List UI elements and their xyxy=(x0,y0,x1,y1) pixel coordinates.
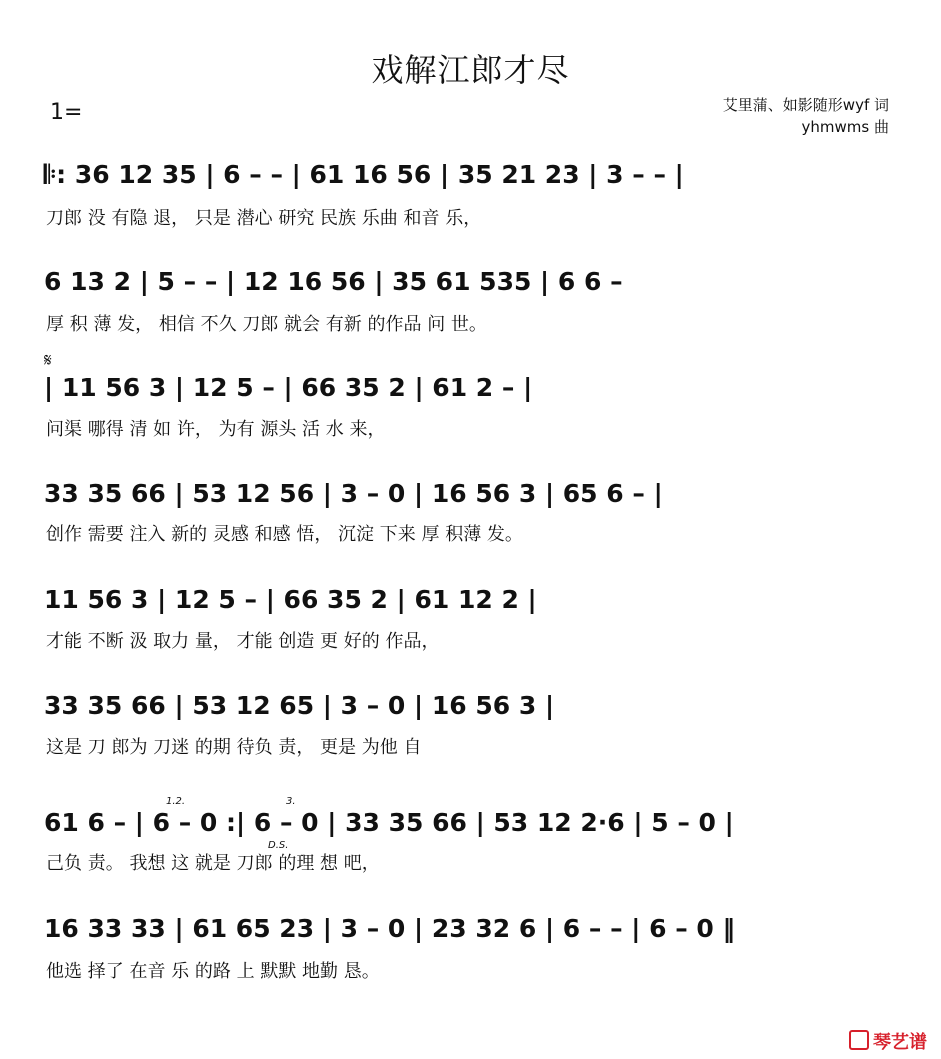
notation-row-3: | 11 56 3 | 12 5 – | 66 35 2 | 61 2 – | xyxy=(44,373,533,402)
lyrics-row-6: 这是 刀 郎为 刀迷 的期 待负 责， 更是 为他 自 xyxy=(46,737,422,758)
lyrics-row-5: 才能 不断 汲 取力 量， 才能 创造 更 好的 作品， xyxy=(46,631,440,652)
notation-row-6: 33 35 66 | 53 12 65 | 3 – 0 | 16 56 3 | xyxy=(44,691,555,720)
lyricist-credit: 艾里蒲、如影随形wyf 词 xyxy=(722,96,889,114)
lyrics-row-2: 厚 积 薄 发， 相信 不久 刀郎 就会 有新 的作品 问 世。 xyxy=(46,314,487,335)
notation-row-7: 61 6 – | 6 – 0 :| 6 – 0 | 33 35 66 | 53 12 2·6 | 5 – 0 | xyxy=(44,808,734,837)
composer-credit: yhmwms 曲 xyxy=(801,118,889,136)
notation-row-1: 𝄆: 36 12 35 | 6 – – | 61 16 56 | 35 21 23 | 3 – – | xyxy=(44,160,684,189)
logo-icon xyxy=(849,1030,869,1050)
notation-row-2: 6 13 2 | 5 – – | 12 16 56 | 35 61 535 | 6 6 – xyxy=(44,267,623,296)
site-watermark xyxy=(849,1028,927,1054)
segno-sign: 𝄋 xyxy=(44,350,52,371)
lyrics-row-7: 己负 责。 我想 这 就是 刀郎 的理 想 吧， xyxy=(46,853,380,874)
notation-row-5: 11 56 3 | 12 5 – | 66 35 2 | 61 12 2 | xyxy=(44,585,537,614)
ds-mark: D.S. xyxy=(268,840,289,851)
notation-row-4: 33 35 66 | 53 12 56 | 3 – 0 | 16 56 3 | 65 6 – | xyxy=(44,479,663,508)
volta-1-2: 1.2. xyxy=(166,796,186,807)
watermark-text: 琴艺谱 xyxy=(873,1032,927,1053)
lyrics-row-8: 他选 择了 在音 乐 的路 上 默默 地勤 恳。 xyxy=(46,961,380,982)
lyrics-row-4: 创作 需要 注入 新的 灵感 和感 悟， 沉淀 下来 厚 积薄 发。 xyxy=(46,524,523,545)
notation-row-8: 16 33 33 | 61 65 23 | 3 – 0 | 23 32 6 | 6 – – | 6 – 0 ‖ xyxy=(44,914,736,943)
song-title: 戏解江郎才尽 xyxy=(371,51,570,89)
key-signature: 1= xyxy=(50,100,83,125)
volta-3: 3. xyxy=(286,796,296,807)
lyrics-row-3: 问渠 哪得 清 如 许， 为有 源头 活 水 来， xyxy=(46,419,386,440)
lyrics-row-1: 刀郎 没 有隐 退， 只是 潜心 研究 民族 乐曲 和音 乐， xyxy=(46,208,482,229)
